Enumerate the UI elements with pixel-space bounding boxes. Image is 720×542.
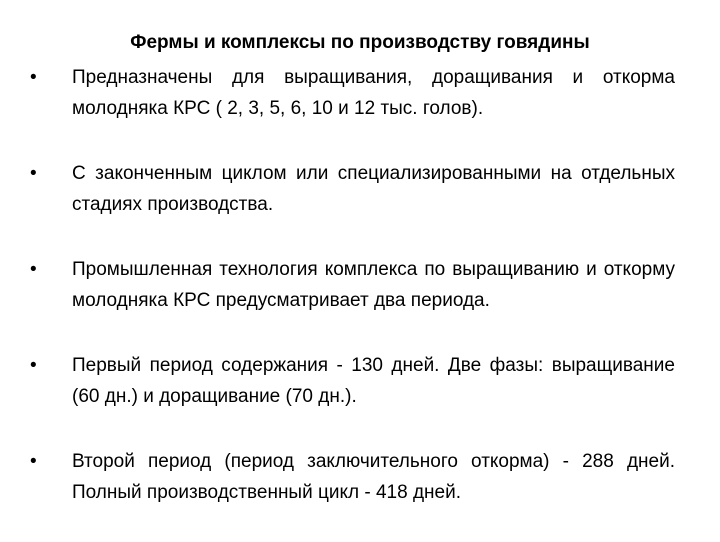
bullet-item bbox=[30, 350, 675, 412]
slide-title: Фермы и комплексы по производству говядины bbox=[130, 32, 590, 53]
bullet-marker: • bbox=[30, 163, 37, 184]
bullet-marker: • bbox=[30, 451, 37, 472]
bullet-text: Промышленная технология комплекса по выращиванию и откорму молодняка КРС предусматривает два периода. bbox=[72, 259, 675, 311]
bullet-text: Второй период (период заключительного откорма) - 288 дней. Полный производственный цикл - 418 дней. bbox=[72, 451, 675, 503]
bullet-item bbox=[30, 446, 675, 508]
bullet-item bbox=[30, 158, 675, 220]
bullet-text: Первый период содержания - 130 дней. Две фазы: выращивание (60 дн.) и доращивание (70 дн.). bbox=[72, 355, 675, 407]
bullet-text: Предназначены для выращивания, доращивания и откорма молодняка КРС ( 2, 3, 5, 6, 10 и 12 тыс. голов). bbox=[72, 67, 675, 119]
bullet-item bbox=[30, 62, 675, 124]
bullet-marker: • bbox=[30, 259, 37, 280]
bullet-marker: • bbox=[30, 67, 37, 88]
bullet-marker: • bbox=[30, 355, 37, 376]
bullet-text: С законченным циклом или специализированными на отдельных стадиях производства. bbox=[72, 163, 675, 215]
bullet-list bbox=[30, 62, 675, 542]
bullet-item bbox=[30, 254, 675, 316]
